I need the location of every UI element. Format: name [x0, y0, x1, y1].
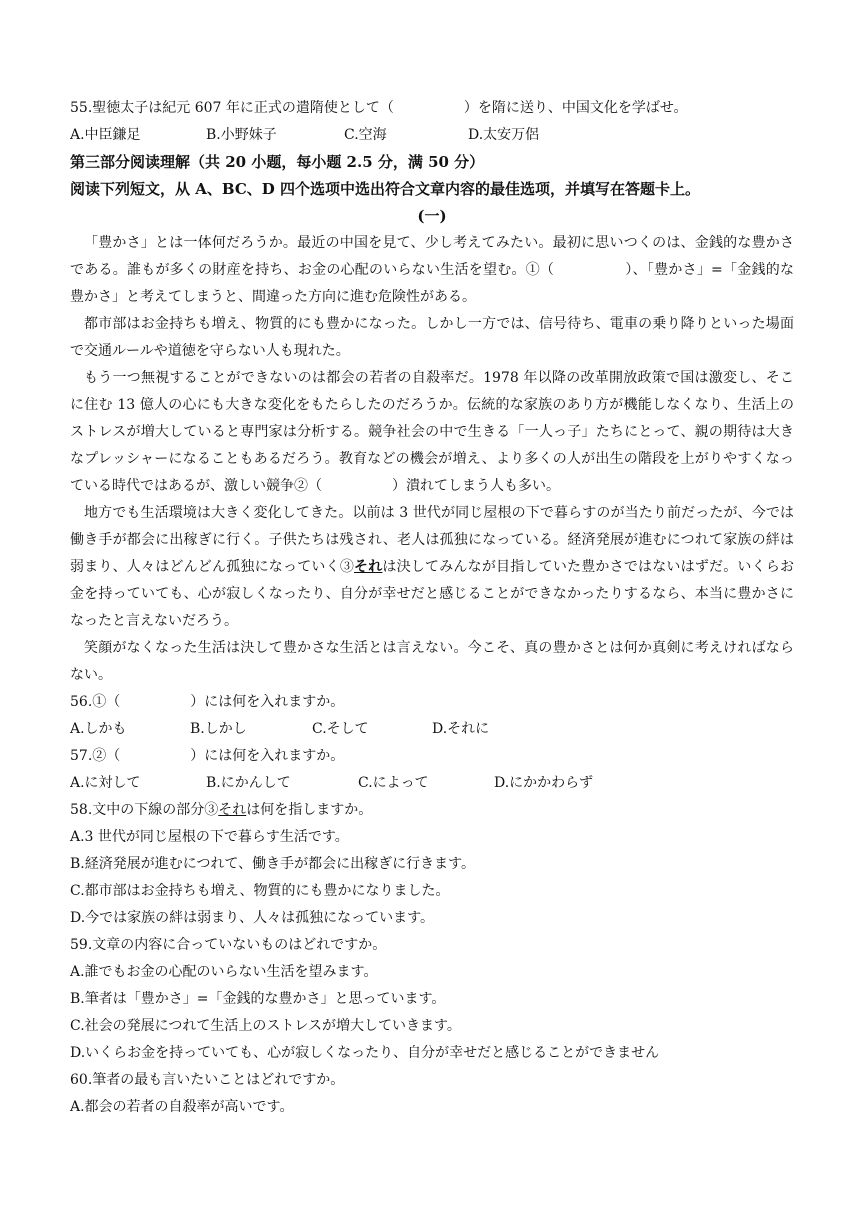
option-a: A.3 世代が同じ屋根の下で暮らす生活です。 — [70, 829, 349, 845]
section-title: 第三部分阅读理解（共 20 小题，每小题 2.5 分，满 50 分） — [70, 153, 485, 171]
section-instruction: 阅读下列短文，从 A、BC、D 四个选项中选出符合文章内容的最佳选项，并填写在答题卡上。 — [70, 180, 700, 198]
passage-paragraph-4 — [70, 500, 794, 635]
marker-3: ③ — [339, 559, 355, 575]
option-b: B.筆者は「豊かさ」=「金銭的な豊かさ」と思っています。 — [70, 991, 446, 1007]
passage-number: (一) — [417, 207, 447, 225]
option-d: D.いくらお金を持っていても、心が寂しくなったり、自分が幸せだと感じることができません — [70, 1045, 660, 1061]
question-57: 57.②（ ）には何を入れますか。 — [70, 748, 345, 764]
page-content — [70, 95, 794, 1121]
option-a: A.誰でもお金の心配のいらない生活を望みます。 — [70, 964, 378, 980]
question-58 — [70, 797, 794, 824]
paragraph-4-text-after: は決してみんなが目指していた豊かさではないはずだ。いくらお金を持っていても、心が寂しくなったり、自分が幸せだと感じることができなかったりするなら、本当に豊かさになったと言えないだろう。 — [70, 559, 795, 629]
question-59: 59.文章の内容に合っていないものはどれですか。 — [70, 937, 387, 953]
option-b: B.しかし — [190, 721, 247, 737]
option-c: C.社会の発展につれて生活上のストレスが増大していきます。 — [70, 1018, 461, 1034]
underlined-sore: それ — [354, 559, 383, 575]
option-d: D.それに — [432, 721, 490, 737]
question-58-prefix: 58.文中の下線の部分③ — [70, 802, 219, 818]
option-d: D.今では家族の絆は弱まり、人々は孤独になっています。 — [70, 910, 435, 926]
option-d: D.にかかわらず — [494, 775, 594, 791]
question-60: 60.筆者の最も言いたいことはどれですか。 — [70, 1072, 345, 1088]
passage-paragraph-3: もう一つ無視することができないのは都会の若者の自殺率だ。1978 年以降の改革開放政策で国は激変し、そこに住む 13 億人の心にも大きな変化をもたらしたのだろうか。伝統的な家族のあり方が機能しなくなり、生活上のストレスが増大していると専門家は分析する。競争社会の中で生きる「一人っ子」たちにとって、親の期待は大きなプレッシャーになることもあるだろう。教育などの機会が増え、より多くの人が出生の階段を上がりやすくなっている時代ではあるが、激しい競争②（ ）潰れてしまう人も多い。 — [70, 370, 794, 494]
option-a: A.中臣鎌足 — [70, 127, 141, 143]
passage-paragraph-5: 笑顔がなくなった生活は決して豊かさな生活とは言えない。今こそ、真の豊かさとは何か真剣に考えければならない。 — [70, 640, 794, 683]
option-a: A.に対して — [70, 775, 141, 791]
option-c: C.によって — [358, 775, 429, 791]
option-c: C.そして — [312, 721, 369, 737]
question-55-options — [70, 122, 794, 149]
question-57-options — [70, 770, 794, 797]
option-b: B.にかんして — [206, 775, 291, 791]
option-c: C.都市部はお金持ちも増え、物質的にも豊かになりました。 — [70, 883, 450, 899]
option-b: B.小野妹子 — [206, 127, 277, 143]
question-56: 56.①（ ）には何を入れますか。 — [70, 694, 345, 710]
question-56-options — [70, 716, 794, 743]
question-55: 55.聖徳太子は紀元 607 年に正式の遣隋使として（ ）を隋に送り、中国文化を学ばせ。 — [70, 100, 688, 116]
option-b: B.経済発展が進むにつれて、働き手が都会に出稼ぎに行きます。 — [70, 856, 476, 872]
option-a: A.しかも — [70, 721, 127, 737]
question-58-underlined: それ — [218, 802, 247, 818]
option-a: A.都会の若者の自殺率が高いです。 — [70, 1099, 294, 1115]
paragraph-4-text: 地方でも生活環境は大きく変化してきた。以前は 3 世代が同じ屋根の下で暮らすのが当たり前だったが、今では働き手が都会に出稼ぎに行く。子供たちは残され、老人は孤独になっている。経済発展が進むにつれて家族の絆は弱まり、人々はどんどん孤独になっていく — [70, 505, 794, 575]
option-d: D.太安万侶 — [468, 127, 540, 143]
passage-paragraph-2: 都市部はお金持ちも増え、物質的にも豊かになった。しかし一方では、信号待ち、電車の乗り降りといった場面で交通ルールや道徳を守らない人も現れた。 — [70, 316, 794, 359]
question-58-suffix: は何を指しますか。 — [246, 802, 373, 818]
passage-paragraph-1: 「豊かさ」とは一体何だろうか。最近の中国を見て、少し考えてみたい。最初に思いつくのは、金銭的な豊かさである。誰もが多くの財産を持ち、お金の心配のいらない生活を望む。①（ ）、「豊かさ」=「金銭的な豊かさ」と考えてしまうと、間違った方向に進む危険性がある。 — [70, 235, 794, 305]
option-c: C.空海 — [344, 127, 387, 143]
